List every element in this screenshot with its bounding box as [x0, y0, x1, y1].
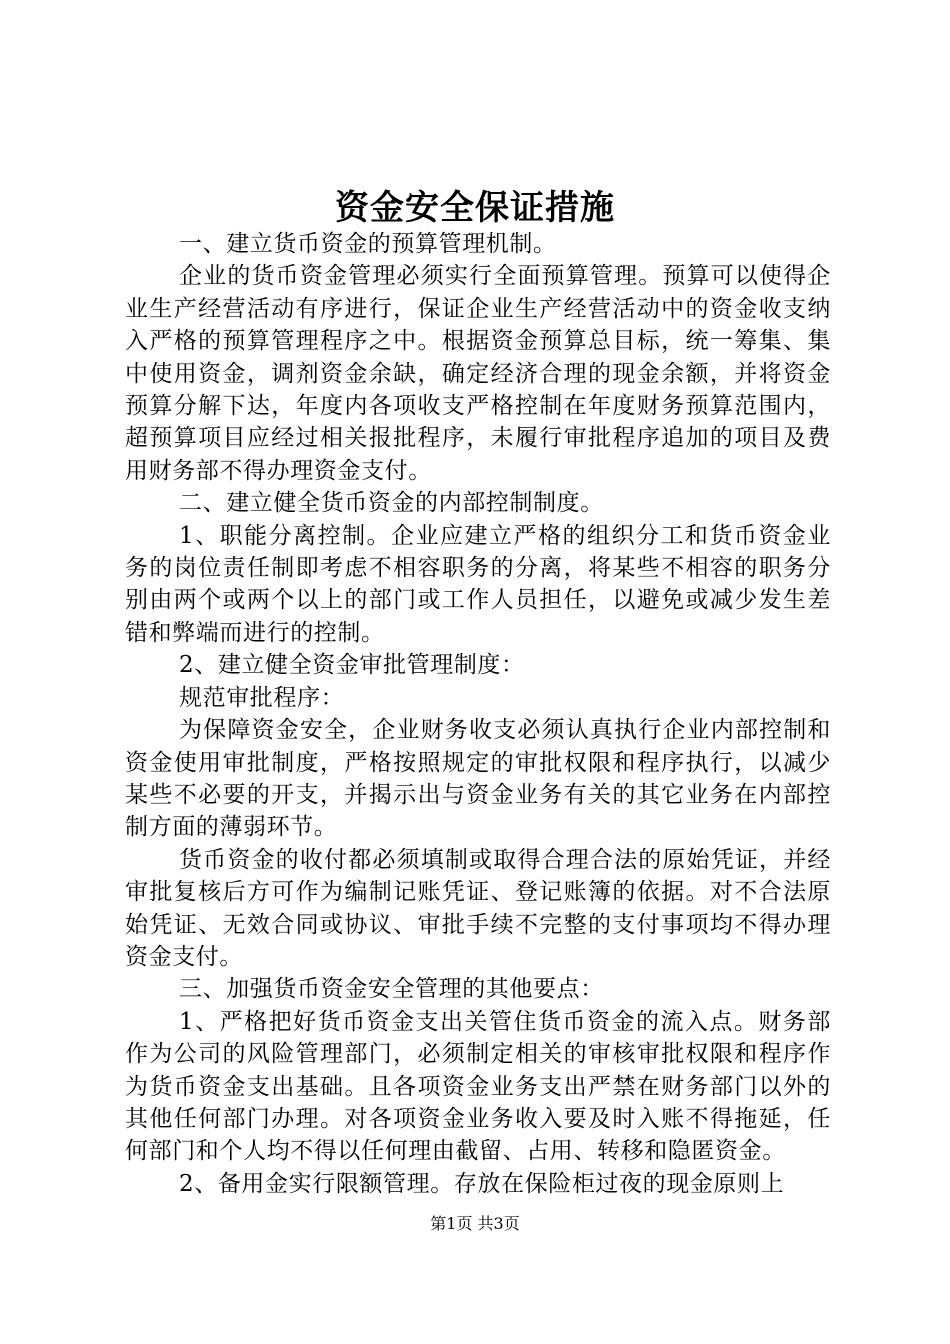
paragraph-duty-separation: 1、职能分离控制。企业应建立严格的组织分工和货币资金业务的岗位责任制即考虑不相容职务的分离，将某些不相容的职务分别由两个或两个以上的部门或工作人员担任，以避免或减少发生差错和弊端而进行的控制。: [125, 522, 831, 646]
paragraph-approval-system: 2、建立健全资金审批管理制度：: [179, 652, 525, 679]
paragraph-heading-3: 三、加强货币资金安全管理的其他要点：: [179, 976, 604, 1003]
paragraph-budget-management: 企业的货币资金管理必须实行全面预算管理。预算可以使得企业生产经营活动有序进行，保证企业生产经营活动中的资金收支纳入严格的预算管理程序之中。根据资金预算总目标，统一筹集、集中使用资金，调剂资金余缺，确定经济合理的现金余额，并将资金预算分解下达，年度内各项收支严格控制在年度财务预算范围内，超预算项目应经过相关报批程序，未履行审批程序追加的项目及费用财务部不得办理资金支付。: [125, 263, 831, 484]
page-number-footer: 第1页 共3页: [430, 1214, 520, 1233]
paragraph-petty-cash: 2、备用金实行限额管理。存放在保险柜过夜的现金原则上: [179, 1170, 785, 1197]
paragraph-heading-2: 二、建立健全货币资金的内部控制制度。: [179, 490, 604, 517]
paragraph-vouchers: 货币资金的收付都必须填制或取得合理合法的原始凭证，并经审批复核后方可作为编制记账凭证、登记账簿的依据。对不合法原始凭证、无效合同或协议、审批手续不完整的支付事项均不得办理资金支付。: [125, 846, 831, 970]
document-body: [125, 228, 831, 1200]
document-title: 资金安全保证措施: [335, 188, 615, 228]
paragraph-fund-safety: 为保障资金安全，企业财务收支必须认真执行企业内部控制和资金使用审批制度，严格按照规定的审批权限和程序执行，以减少某些不必要的开支，并揭示出与资金业务有关的其它业务在内部控制方面的薄弱环节。: [125, 717, 831, 841]
paragraph-expenditure-control: 1、严格把好货币资金支出关管住货币资金的流入点。财务部作为公司的风险管理部门，必须制定相关的审核审批权限和程序作为货币资金支出基础。且各项资金业务支出严禁在财务部门以外的其他任何部门办理。对各项资金业务收入要及时入账不得拖延，任何部门和个人均不得以任何理由截留、占用、转移和隐匿资金。: [125, 1008, 831, 1165]
paragraph-approval-procedure: 规范审批程序：: [179, 684, 345, 711]
paragraph-heading-1: 一、建立货币资金的预算管理机制。: [179, 231, 557, 257]
